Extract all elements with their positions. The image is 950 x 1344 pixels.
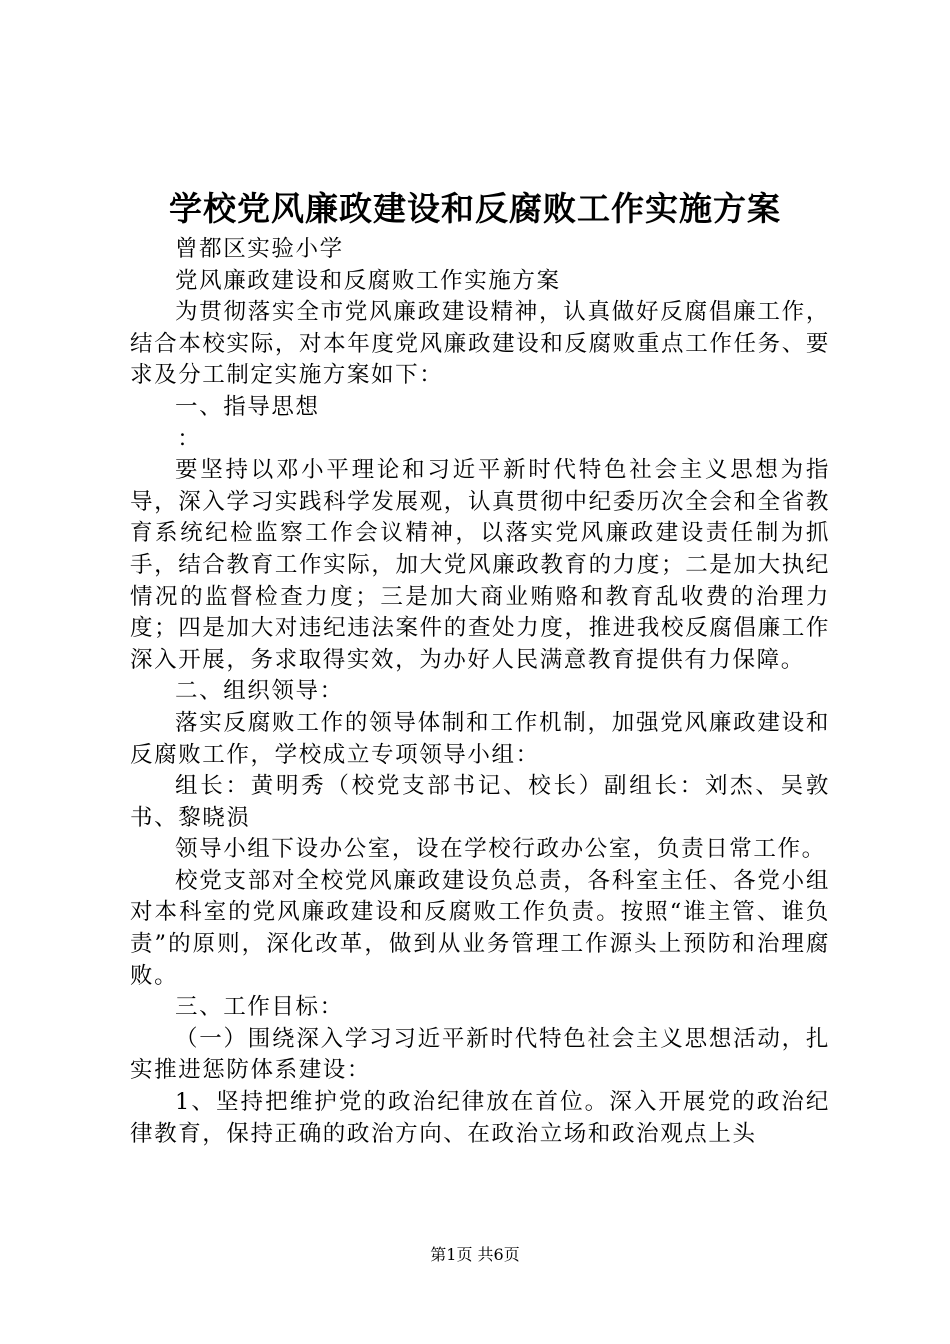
paragraph-goal-1: （一）围绕深入学习习近平新时代特色社会主义思想活动，扎实推进惩防体系建设： (130, 1025, 830, 1084)
section-heading-guiding-thought: 一、指导思想 (175, 393, 320, 420)
paragraph-responsibility: 校党支部对全校党风廉政建设负总责，各科室主任、各党小组对本科室的党风廉政建设和反腐败工作负责。按照“谁主管、谁负责”的原则，深化改革，做到从业务管理工作源头上预防和治理腐败。 (130, 867, 830, 989)
paragraph-subtitle: 党风廉政建设和反腐败工作实施方案 (175, 267, 561, 294)
section-heading-work-goals: 三、工作目标： (175, 994, 344, 1021)
paragraph-organization: 落实反腐败工作的领导体制和工作机制，加强党风廉政建设和反腐败工作，学校成立专项领导小组： (130, 709, 830, 768)
document-body (130, 234, 830, 1150)
paragraph-office: 领导小组下设办公室，设在学校行政办公室，负责日常工作。 (175, 836, 826, 863)
paragraph-guiding-thought: 要坚持以邓小平理论和习近平新时代特色社会主义思想为指导，深入学习实践科学发展观，认真贯彻中纪委历次全会和全省教育系统纪检监察工作会议精神，以落实党风廉政建设责任制为抓手，结合教育工作实际，加大党风廉政教育的力度；二是加大执纪情况的监督检查力度；三是加大商业贿赂和教育乱收费的治理力度；四是加大对违纪违法案件的查处力度，推进我校反腐倡廉工作深入开展，务求取得实效，为办好人民满意教育提供有力保障。 (130, 457, 830, 673)
paragraph-leaders: 组长：黄明秀（校党支部书记、校长）副组长：刘杰、吴敦书、黎晓涢 (130, 773, 830, 831)
document-title: 学校党风廉政建设和反腐败工作实施方案 (169, 189, 781, 228)
paragraph-goal-1-item-1: 1、坚持把维护党的政治纪律放在首位。深入开展党的政治纪律教育，保持正确的政治方向、在政治立场和政治观点上头 (130, 1089, 830, 1147)
section-heading-organization: 二、组织领导： (175, 678, 344, 705)
page-footer: 第1页 共6页 (430, 1245, 520, 1264)
paragraph-school-name: 曾都区实验小学 (175, 236, 344, 262)
paragraph-colon: ： (177, 425, 202, 452)
paragraph-intro: 为贯彻落实全市党风廉政建设精神，认真做好反腐倡廉工作，结合本校实际，对本年度党风廉政建设和反腐败重点工作任务、要求及分工制定实施方案如下： (130, 299, 830, 389)
